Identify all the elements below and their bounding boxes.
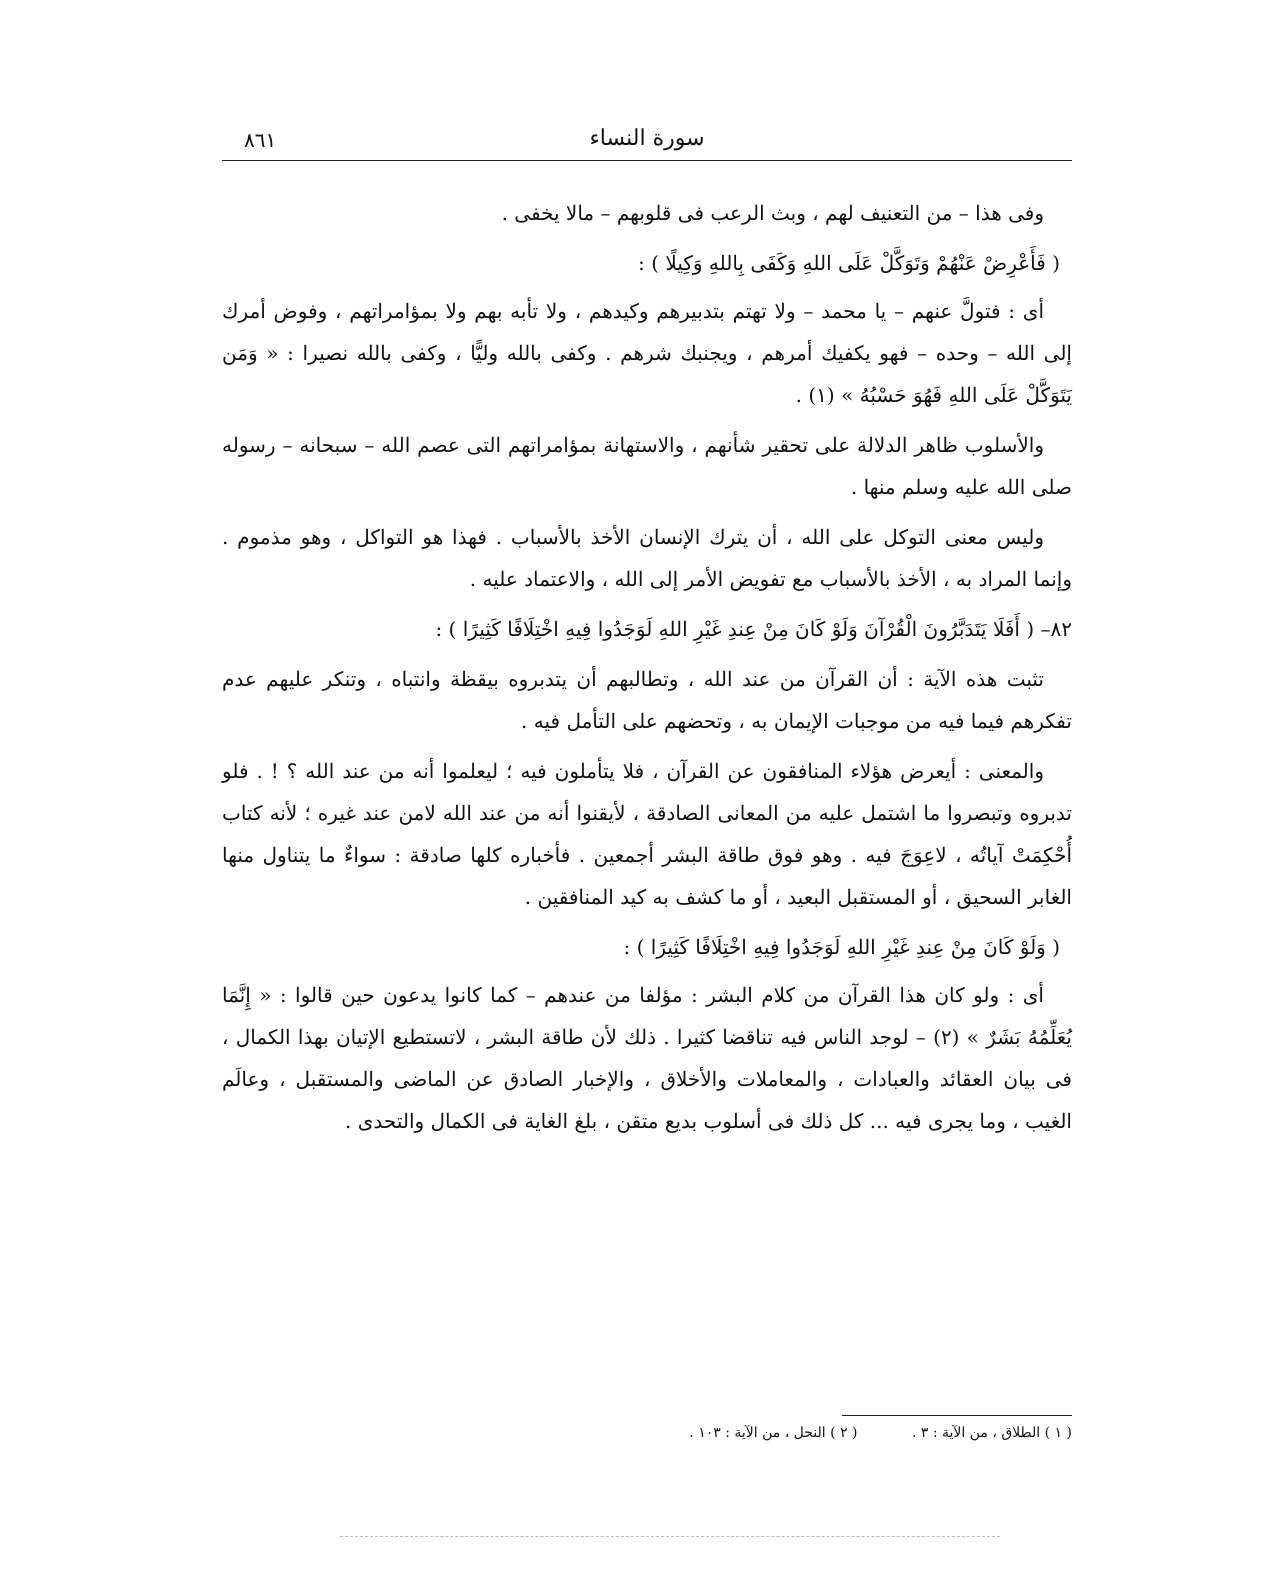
footnote-2: ( ٢ ) النحل ، من الآية : ١٠٣ . [689, 1425, 858, 1441]
quran-verse: ( فَأَعْرِضْ عَنْهُمْ وَتَوَكَّلْ عَلَى اللهِ وَكَفَى بِاللهِ وَكِيلًا ) : [638, 251, 1060, 275]
footnotes [222, 1425, 1072, 1441]
paragraph: والأسلوب ظاهر الدلالة على تحقير شأنهم ، والاستهانة بمؤامراتهم التى عصم الله – سبحانه – رسوله صلى الله عليه وسلم منها . [222, 433, 1072, 499]
page-body [222, 192, 1072, 1150]
paragraph: والمعنى : أيعرض هؤلاء المنافقون عن القرآن ، فلا يتأملون فيه ؛ ليعلموا أنه من عند الله ؟ ! . فلو تدبروه وتبصروا ما اشتمل عليه من المعانى الصادقة ، لأيقنوا أنه من عند الله لامن عند غيره ؛ لأنه كتاب أُحْكِمَتْ آياتُه ، لاعِوَجَ فيه . وهو فوق طاقة البشر أجمعين . فأخباره كلها صادقة : سواءٌ ما يتناول منها الغابر السحيق ، أو المستقبل البعيد ، أو ما كشف به كيد المنافقين . [222, 759, 1073, 909]
footnote-1: ( ١ ) الطلاق ، من الآية : ٣ . [911, 1425, 1072, 1441]
book-page [222, 120, 1072, 1460]
surah-title: سورة النساء [589, 126, 705, 151]
footnote-divider [842, 1415, 1072, 1416]
page-number: ٨٦١ [244, 128, 277, 152]
page-header [222, 120, 1072, 161]
paragraph: وفى هذا – من التعنيف لهم ، وبث الرعب فى قلوبهم – مالا يخفى . [501, 201, 1044, 225]
quran-verse: ( وَلَوْ كَانَ مِنْ عِندِ غَيْرِ اللهِ لَوَجَدُوا فِيهِ اخْتِلَافًا كَثِيرًا ) : [623, 935, 1060, 959]
paragraph: أى : ولو كان هذا القرآن من كلام البشر : مؤلفا من عندهم – كما كانوا يدعون حين قالوا : « إِنَّمَا يُعَلِّمُهُ بَشَرٌ » (٢) – لوجد الناس فيه تناقضا كثيرا . ذلك لأن طاقة البشر ، لاتستطيع الإتيان بهذا الكمال ، فى بيان العقائد والعبادات ، والمعاملات والأخلاق ، والإخبار الصادق عن الماضى والمستقبل ، وعالَم الغيب ، وما يجرى فيه ... كل ذلك فى أسلوب بديع متقن ، بلغ الغاية فى الكمال والتحدى . [222, 983, 1072, 1133]
paragraph: تثبت هذه الآية : أن القرآن من عند الله ، وتطالبهم أن يتدبروه بيقظة وانتباه ، وتنكر عليهم عدم تفكرهم فيما فيه من موجبات الإيمان به ، وتحضهم على التأمل فيه . [222, 667, 1072, 733]
scan-artifact-line [340, 1536, 1000, 1537]
quran-verse-numbered: ٨٢– ( أَفَلَا يَتَدَبَّرُونَ الْقُرْآنَ وَلَوْ كَانَ مِنْ عِندِ غَيْرِ اللهِ لَوَجَدُوا فِيهِ اخْتِلَافًا كَثِيرًا ) : [435, 617, 1072, 641]
paragraph: أى : فتولَّ عنهم – يا محمد – ولا تهتم بتدبيرهم وكيدهم ، ولا تأبه بهم ولا بمؤامراتهم ، وفوض أمرك إلى الله – وحده – فهو يكفيك أمرهم ، ويجنبك شرهم . وكفى بالله وليًّا ، وكفى بالله نصيرا : « وَمَن يَتَوَكَّلْ عَلَى اللهِ فَهُوَ حَسْبُهُ » (١) . [222, 299, 1072, 407]
paragraph: وليس معنى التوكل على الله ، أن يترك الإنسان الأخذ بالأسباب . فهذا هو التواكل ، وهو مذموم . وإنما المراد به ، الأخذ بالأسباب مع تفويض الأمر إلى الله ، والاعتماد عليه . [222, 525, 1072, 591]
